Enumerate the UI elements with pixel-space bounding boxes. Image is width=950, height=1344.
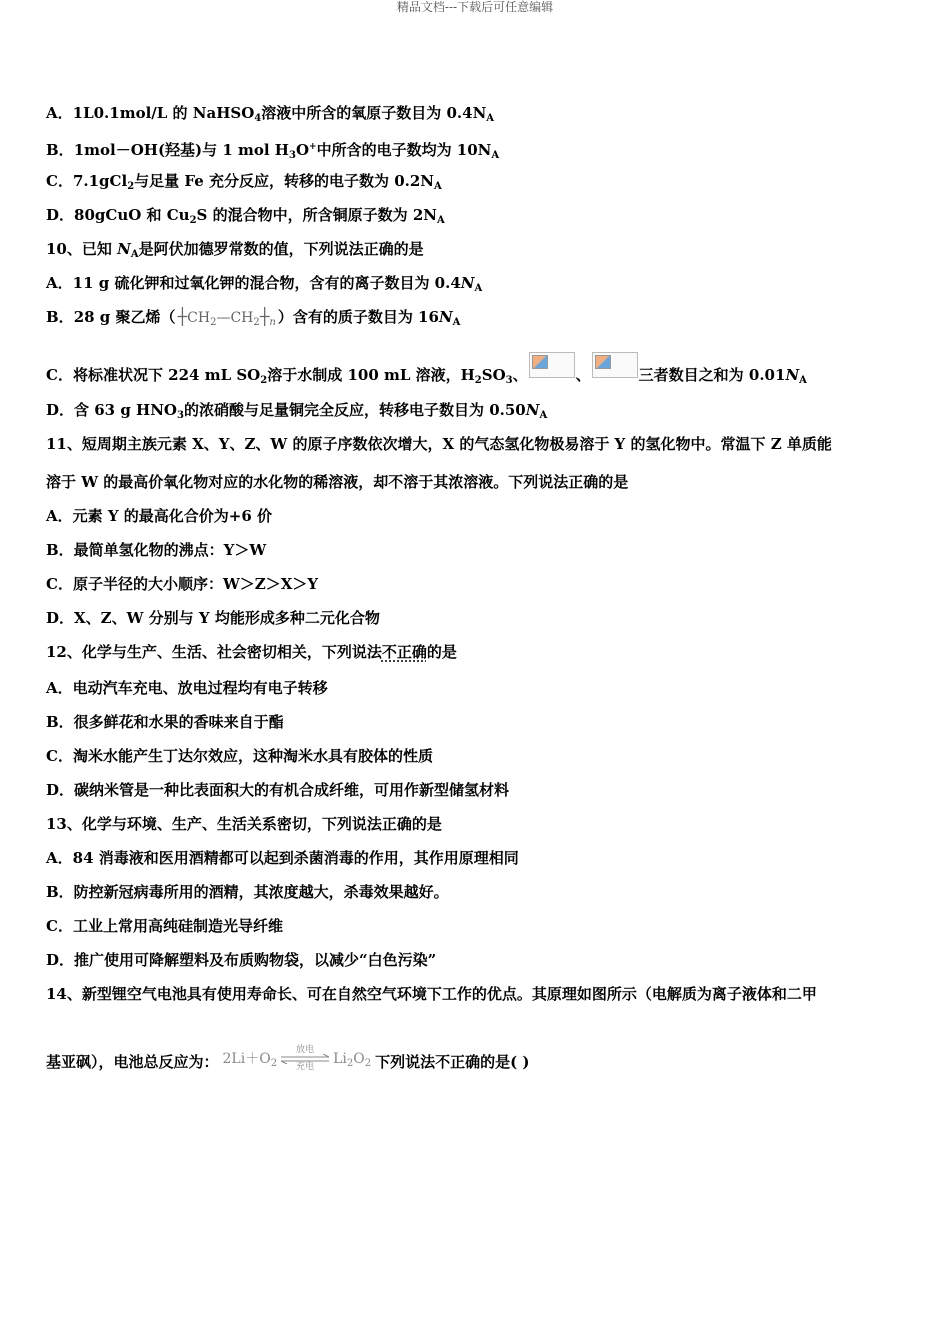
q10-stem: 10、已知 $N_A$是阿伏加德罗常数的值，下列说法正确的是 — [46, 240, 424, 260]
q10-option-d: D．含 63 g $HNO_3$的浓硝酸与足量铜完全反应，转移电子数目为 $0.50N_A$ — [46, 401, 548, 421]
q9-option-a: A．1L0.1mol/L 的 NaHSO$_4$溶液中所含的氧原子数目为 $0.4N_A$ — [46, 104, 495, 124]
q11-option-c: C．原子半径的大小顺序：W＞Z＞X＞Y — [46, 575, 319, 593]
q11-option-b: B．最简单氢化物的沸点：Y＞W — [46, 541, 267, 559]
q12-option-d: D．碳纳米管是一种比表面积大的有机合成纤维，可用作新型储氢材料 — [46, 781, 510, 799]
battery-reaction-equation: $2Li+O_2$ 放电 充电 $Li_2O_2$ — [222, 1045, 372, 1072]
q11-stem-line2: 溶于 W 的最高价氧化物对应的水化物的稀溶液，却不溶于其浓溶液。下列说法正确的是 — [46, 473, 629, 491]
q14-stem-line1: 14、新型锂空气电池具有使用寿命长、可在自然空气环境下工作的优点。其原理如图所示（电解质为离子液体和二甲 — [46, 985, 817, 1003]
q12-option-b: B．很多鲜花和水果的香味来自于酯 — [46, 713, 284, 731]
reversible-arrow-icon: 放电 充电 — [277, 1048, 333, 1070]
q11-option-d: D．X、Z、W 分别与 Y 均能形成多种二元化合物 — [46, 609, 380, 627]
broken-image-icon — [592, 352, 638, 378]
q13-option-c: C．工业上常用高纯硅制造光导纤维 — [46, 917, 283, 935]
q13-stem: 13、化学与环境、生产、生活关系密切，下列说法正确的是 — [46, 815, 442, 833]
q13-option-b: B．防控新冠病毒所用的酒精，其浓度越大，杀毒效果越好。 — [46, 883, 449, 901]
q9-option-b: B．1mol－OH(羟基)与 1 mol $H_3O^+$中所含的电子数均为 $10N_A$ — [46, 141, 500, 161]
q12-option-c: C．淘米水能产生丁达尔效应，这种淘米水具有胶体的性质 — [46, 747, 433, 765]
q11-stem-line1: 11、短周期主族元素 X、Y、Z、W 的原子序数依次增大，X 的气态氢化物极易溶于 Y 的氢化物中。常温下 Z 单质能 — [46, 435, 832, 453]
q11-option-a: A．元素 Y 的最高化合价为+6 价 — [46, 507, 273, 525]
page-header: 精品文档---下载后可任意编辑 — [396, 0, 554, 14]
q9-option-c: C．7.1gCl$_2$与足量 Fe 充分反应，转移的电子数为 $0.2N_A$ — [46, 172, 442, 192]
q10-option-b: B．28 g 聚乙烯（ $┼CH_2—CH_2┼_n$ ）含有的质子数目为 $16N_A$ — [46, 307, 460, 333]
q12-stem: 12、化学与生产、生活、社会密切相关，下列说法不正确的是 — [46, 643, 457, 661]
q14-stem-line2: 基亚砜），电池总反应为： $2Li+O_2$ 放电 充电 $Li_2O_2$ 下列说法不正确的是( ) — [46, 1046, 530, 1076]
q12-option-a: A．电动汽车充电、放电过程均有电子转移 — [46, 679, 328, 697]
q13-option-d: D．推广使用可降解塑料及布质购物袋，以减少“白色污染” — [46, 951, 437, 969]
q10-option-a: A．11 g 硫化钾和过氧化钾的混合物，含有的离子数目为 $0.4N_A$ — [46, 274, 483, 294]
broken-image-icon — [529, 352, 575, 378]
polyethylene-formula: $┼CH_2—CH_2┼_n$ — [177, 307, 276, 328]
q10-option-c: C．将标准状况下 224 mL $SO_2$溶于水制成 100 mL 溶液，$H_2SO_3$、 、 三者数目之和为 $0.01N_A$ — [46, 352, 807, 391]
q9-option-d: D．80gCuO 和 $Cu_2S$ 的混合物中，所含铜原子数为 $2N_A$ — [46, 206, 445, 226]
q13-option-a: A．84 消毒液和医用酒精都可以起到杀菌消毒的作用，其作用原理相同 — [46, 849, 519, 867]
